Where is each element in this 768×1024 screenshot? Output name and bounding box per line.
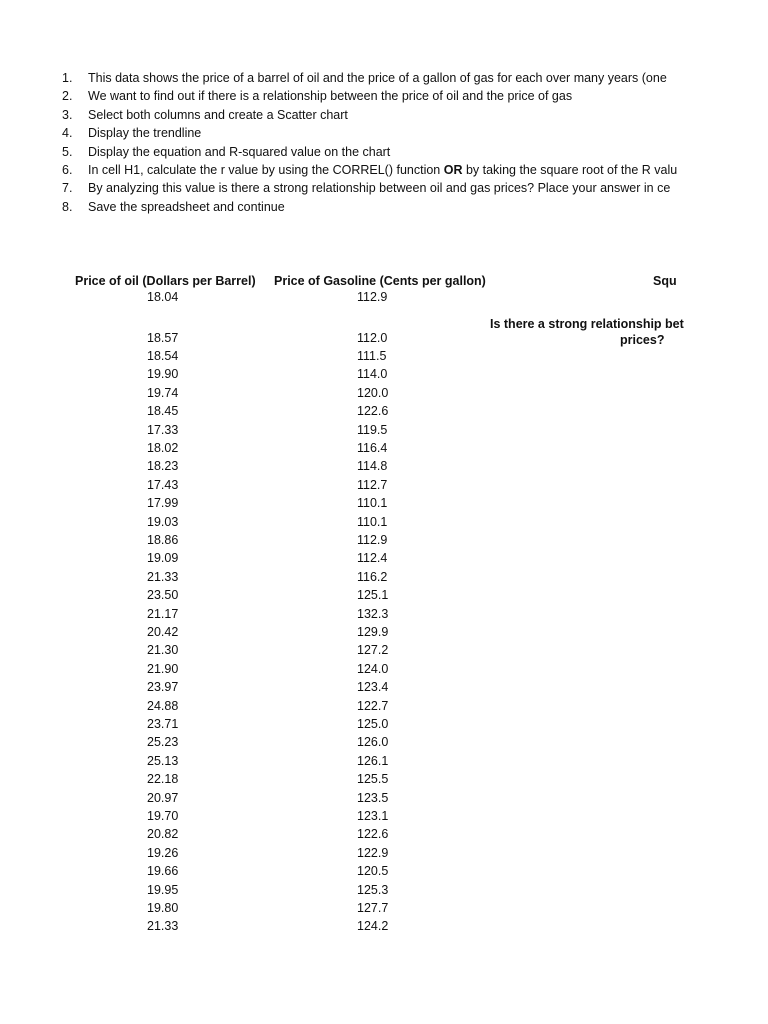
- gas-price-cell[interactable]: 125.3: [357, 882, 389, 897]
- oil-price-cell[interactable]: 23.71: [147, 716, 179, 731]
- instruction-text: This data shows the price of a barrel of oil and the price of a gallon of gas for each over many years (one: [88, 71, 667, 85]
- gas-price-cell[interactable]: 112.0: [357, 330, 388, 345]
- oil-price-cell[interactable]: 20.82: [147, 827, 179, 842]
- gas-price-cell[interactable]: 132.3: [357, 606, 389, 621]
- gas-price-cell[interactable]: 126.1: [357, 753, 389, 768]
- square-header-cell[interactable]: Squ: [653, 274, 677, 288]
- instruction-number: 5.: [62, 144, 73, 159]
- gas-price-cell[interactable]: 123.1: [357, 808, 389, 823]
- gas-price-cell[interactable]: 114.8: [357, 459, 388, 474]
- instructions-list: [62, 69, 678, 216]
- instruction-item-4: [62, 124, 672, 142]
- gas-price-cell[interactable]: 112.7: [357, 477, 388, 492]
- oil-price-cell[interactable]: 20.42: [147, 624, 179, 639]
- oil-price-cell[interactable]: 17.99: [147, 496, 179, 511]
- oil-price-cell[interactable]: 18.86: [147, 532, 179, 547]
- oil-price-cell[interactable]: 21.90: [147, 661, 179, 676]
- gas-price-cell[interactable]: 120.5: [357, 864, 389, 879]
- instruction-number: 6.: [62, 162, 73, 177]
- gas-price-cell[interactable]: 124.0: [357, 661, 389, 676]
- gas-price-cell[interactable]: 125.5: [357, 772, 389, 787]
- oil-price-cell[interactable]: 22.18: [147, 772, 179, 787]
- instruction-number: 1.: [62, 71, 73, 85]
- gas-price-cell[interactable]: 116.2: [357, 569, 388, 584]
- instruction-item-3: [62, 106, 672, 124]
- gas-price-cell[interactable]: 111.5: [357, 348, 387, 363]
- gas-price-cell[interactable]: 123.4: [357, 680, 389, 695]
- gas-price-cell[interactable]: 120.0: [357, 385, 389, 400]
- gas-price-cell[interactable]: 122.9: [357, 845, 389, 860]
- instruction-item-5: [62, 143, 672, 161]
- instruction-number: 4.: [62, 126, 73, 141]
- oil-price-cell[interactable]: 24.88: [147, 698, 179, 713]
- oil-price-cell[interactable]: 20.97: [147, 790, 179, 805]
- instruction-text: Display the equation and R-squared value on the chart: [88, 144, 391, 159]
- relationship-question-cell[interactable]: [490, 316, 684, 348]
- gas-price-header[interactable]: Price of Gasoline (Cents per gallon): [274, 274, 486, 288]
- gas-price-cell[interactable]: 122.6: [357, 404, 389, 419]
- oil-price-cell[interactable]: 21.33: [147, 919, 179, 934]
- oil-price-cell[interactable]: 19.74: [147, 385, 179, 400]
- gas-price-cell-first[interactable]: 112.9: [357, 290, 388, 304]
- oil-price-cell[interactable]: 18.02: [147, 440, 179, 455]
- oil-price-cell[interactable]: 18.45: [147, 404, 179, 419]
- gas-price-cell[interactable]: 114.0: [357, 367, 388, 382]
- instruction-item-1: [62, 69, 672, 87]
- instruction-number: 8.: [62, 199, 73, 214]
- oil-price-cell[interactable]: 17.43: [147, 477, 179, 492]
- oil-price-cell[interactable]: 23.97: [147, 680, 179, 695]
- instruction-text-after: by taking the square root of the R valu: [462, 162, 678, 177]
- oil-price-header[interactable]: Price of oil (Dollars per Barrel): [75, 274, 256, 288]
- instruction-item-7: [62, 179, 672, 197]
- oil-price-cell[interactable]: 18.23: [147, 459, 179, 474]
- instruction-text-bold: OR: [443, 162, 463, 177]
- oil-price-cell[interactable]: 18.54: [147, 348, 179, 363]
- oil-price-cell[interactable]: 19.03: [147, 514, 179, 529]
- gas-price-cell[interactable]: 110.1: [357, 514, 388, 529]
- instruction-number: 2.: [62, 89, 73, 104]
- gas-price-cell[interactable]: 112.9: [357, 532, 388, 547]
- instruction-item-2: [62, 87, 672, 105]
- instruction-number: 7.: [62, 181, 73, 196]
- relationship-question-line2: prices?: [620, 333, 665, 347]
- instruction-number: 3.: [62, 107, 73, 122]
- oil-price-cell[interactable]: 19.70: [147, 808, 179, 823]
- oil-price-cell[interactable]: 21.30: [147, 643, 179, 658]
- instruction-text: We want to find out if there is a relationship between the price of oil and the price of gas: [88, 89, 573, 104]
- oil-price-cell[interactable]: 19.95: [147, 882, 179, 897]
- gas-price-cell[interactable]: 127.7: [357, 900, 389, 915]
- oil-price-cell[interactable]: 19.26: [147, 845, 179, 860]
- instruction-text: Save the spreadsheet and continue: [88, 199, 285, 214]
- instruction-item-8: [62, 198, 672, 216]
- gas-price-cell[interactable]: 125.1: [357, 588, 389, 603]
- oil-price-cell[interactable]: 25.13: [147, 753, 179, 768]
- oil-price-cell[interactable]: 19.80: [147, 900, 179, 915]
- oil-price-cell[interactable]: 19.66: [147, 864, 179, 879]
- gas-price-cell[interactable]: 119.5: [357, 422, 388, 437]
- oil-price-cell[interactable]: 18.57: [147, 330, 179, 345]
- gas-price-cell[interactable]: 123.5: [357, 790, 389, 805]
- gas-price-cell[interactable]: 129.9: [357, 624, 389, 639]
- gas-price-cell[interactable]: 122.7: [357, 698, 389, 713]
- relationship-question-line1: Is there a strong relationship bet: [490, 317, 684, 331]
- gas-price-cell[interactable]: 116.4: [357, 440, 388, 455]
- instruction-text-before: In cell H1, calculate the r value by using the CORREL() function: [88, 162, 444, 177]
- instruction-text: By analyzing this value is there a strong relationship between oil and gas prices? Place your answer in ce: [88, 181, 671, 196]
- oil-price-cell[interactable]: 23.50: [147, 588, 179, 603]
- oil-price-cell[interactable]: 21.33: [147, 569, 179, 584]
- gas-price-cell[interactable]: 127.2: [357, 643, 389, 658]
- instruction-text: Select both columns and create a Scatter chart: [88, 107, 348, 122]
- gas-price-cell[interactable]: 112.4: [357, 551, 388, 566]
- instruction-item-6: [62, 161, 678, 179]
- oil-price-cell[interactable]: 17.33: [147, 422, 179, 437]
- oil-price-cell[interactable]: 25.23: [147, 735, 179, 750]
- oil-price-cell[interactable]: 19.90: [147, 367, 179, 382]
- oil-price-cell-first[interactable]: 18.04: [147, 290, 179, 304]
- instruction-text: Display the trendline: [88, 126, 202, 141]
- gas-price-cell[interactable]: 126.0: [357, 735, 389, 750]
- gas-price-cell[interactable]: 125.0: [357, 716, 389, 731]
- oil-price-cell[interactable]: 21.17: [147, 606, 179, 621]
- gas-price-cell[interactable]: 110.1: [357, 496, 388, 511]
- gas-price-cell[interactable]: 122.6: [357, 827, 389, 842]
- oil-price-cell[interactable]: 19.09: [147, 551, 179, 566]
- gas-price-cell[interactable]: 124.2: [357, 919, 389, 934]
